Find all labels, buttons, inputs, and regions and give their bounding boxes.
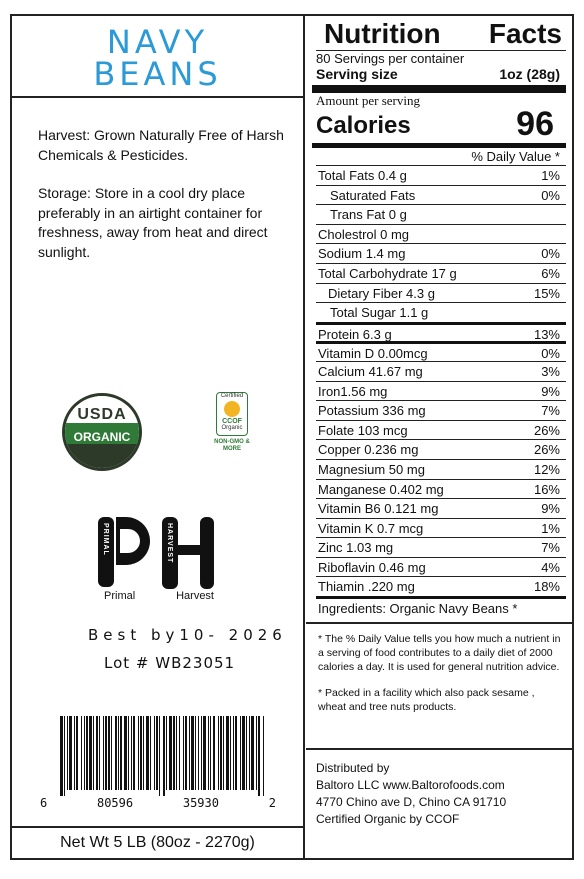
nutrient-name: Dietary Fiber 4.3 g bbox=[328, 285, 435, 301]
nutrient-row bbox=[316, 322, 566, 342]
barcode-bar bbox=[201, 716, 202, 790]
product-title-line2: BEANS bbox=[93, 55, 222, 93]
nutrient-row bbox=[316, 283, 566, 303]
allergen-note: * Packed in a facility which also pack sesame , wheat and tree nuts products. bbox=[318, 687, 535, 713]
barcode-bar bbox=[84, 716, 85, 790]
barcode-bar bbox=[258, 716, 260, 796]
ccof-seal-icon bbox=[212, 392, 252, 462]
barcode-bar bbox=[210, 716, 211, 790]
column-divider bbox=[303, 14, 305, 860]
product-title-box bbox=[12, 16, 303, 98]
nutrient-name: Vitamin D 0.00mcg bbox=[318, 346, 428, 362]
nutrient-row bbox=[316, 439, 566, 459]
servings-per-container: 80 Servings per container bbox=[316, 51, 465, 66]
nutrient-name: Saturated Fats bbox=[330, 187, 416, 203]
nutrient-row bbox=[316, 341, 566, 361]
nutrition-title-right: Facts bbox=[488, 18, 562, 49]
nutrient-name: Thiamin .220 mg bbox=[318, 579, 415, 595]
nutrient-daily-value: 7% bbox=[541, 403, 560, 419]
barcode-bar bbox=[140, 716, 142, 790]
distributor-info bbox=[306, 748, 572, 828]
nutrient-row bbox=[316, 518, 566, 538]
nutrient-name: Manganese 0.402 mg bbox=[318, 481, 444, 497]
nutrient-row bbox=[316, 420, 566, 440]
nutrient-daily-value: 18% bbox=[533, 579, 560, 595]
nutrient-daily-value: 15% bbox=[533, 285, 560, 301]
product-info bbox=[38, 126, 288, 281]
barcode-bar bbox=[226, 716, 229, 790]
barcode-bar bbox=[240, 716, 241, 790]
harvest-text: Harvest: Grown Naturally Free of Harsh Chemicals & Pesticides. bbox=[38, 127, 284, 163]
distributor-line: Baltoro LLC www.Baltorofoods.com bbox=[316, 778, 505, 792]
barcode-bar bbox=[183, 716, 184, 790]
barcode-bar bbox=[159, 716, 160, 796]
nutrient-name: Sodium 1.4 mg bbox=[318, 246, 406, 262]
nutrient-daily-value bbox=[522, 225, 560, 244]
barcode-digit-group: 6 bbox=[40, 796, 48, 810]
barcode-bar bbox=[191, 716, 194, 790]
nutrient-row bbox=[316, 185, 566, 205]
barcode-bar bbox=[103, 716, 104, 790]
barcode-bar bbox=[89, 716, 92, 790]
barcode-bar bbox=[154, 716, 155, 790]
barcode-bar bbox=[69, 716, 72, 790]
barcode-digit-group: 35930 bbox=[182, 796, 219, 810]
barcode-bar bbox=[74, 716, 75, 790]
barcode-bar bbox=[120, 716, 122, 790]
barcode-bar bbox=[156, 716, 158, 790]
barcode-bar bbox=[230, 716, 231, 790]
nutrient-rows bbox=[316, 165, 566, 596]
nutrient-row bbox=[316, 224, 566, 244]
barcode-bar bbox=[173, 716, 175, 790]
nutrient-daily-value: 26% bbox=[533, 442, 560, 458]
barcode-bar bbox=[131, 716, 132, 790]
barcode-bar bbox=[235, 716, 237, 790]
nutrient-row bbox=[316, 576, 566, 596]
barcode-bar bbox=[208, 716, 209, 790]
usda-seal-bottom-text: ORGANIC bbox=[73, 430, 131, 444]
logo-vertical-left: PRIMAL bbox=[102, 523, 109, 556]
nutrient-row bbox=[316, 302, 566, 322]
barcode-bar bbox=[118, 716, 119, 790]
barcode-bar bbox=[203, 716, 206, 790]
barcode-bar bbox=[256, 716, 257, 790]
nutrient-row bbox=[316, 204, 566, 224]
nutrient-row bbox=[316, 243, 566, 263]
barcode-bar bbox=[86, 716, 88, 790]
logo-vertical-right: HARVEST bbox=[166, 523, 173, 564]
daily-value-note: * The % Daily Value tells you how much a nutrient in a serving of food contributes to a daily diet of 2000 calories a day. It is used for general nutrition advice. bbox=[318, 633, 561, 673]
nutrient-daily-value: 7% bbox=[541, 540, 560, 556]
nutrient-daily-value: 6% bbox=[541, 265, 560, 281]
primal-harvest-logo-icon bbox=[96, 515, 216, 591]
brand-caption-left: Primal bbox=[104, 590, 136, 602]
ccof-nongmo-text: NON-GMO & MORE bbox=[214, 439, 250, 452]
nutrition-title-left: Nutrition bbox=[324, 18, 441, 49]
calories-value: 96 bbox=[516, 105, 554, 143]
barcode-digits bbox=[40, 796, 276, 810]
barcode-bar bbox=[195, 716, 196, 790]
nutrient-name: Riboflavin 0.46 mg bbox=[318, 559, 426, 575]
barcode-bar bbox=[138, 716, 139, 790]
nutrient-name: Vitamin B6 0.121 mg bbox=[318, 501, 439, 517]
nutrient-daily-value: 1% bbox=[541, 168, 560, 183]
storage-text: Storage: Store in a cool dry place preferably in an airtight container for freshness, away from heat and direct sunlight. bbox=[38, 185, 268, 260]
nutrient-name: Copper 0.236 mg bbox=[318, 442, 419, 458]
daily-value-header: % Daily Value * bbox=[471, 149, 560, 164]
ccof-sun-icon bbox=[224, 401, 240, 417]
nutrient-name: Calcium 41.67 mg bbox=[318, 363, 423, 379]
barcode-bar bbox=[169, 716, 172, 790]
barcode-bar bbox=[108, 716, 110, 790]
barcode-bar bbox=[60, 716, 63, 796]
barcode-bar bbox=[213, 716, 215, 790]
nutrient-name: Protein 6.3 g bbox=[318, 326, 392, 342]
barcode-bar bbox=[166, 716, 167, 790]
barcode-bar bbox=[150, 716, 151, 790]
nutrient-daily-value: 9% bbox=[541, 383, 560, 399]
barcode-bar bbox=[242, 716, 245, 790]
footnotes bbox=[306, 622, 572, 726]
calories-label: Calories bbox=[316, 112, 411, 139]
nutrient-name: Total Sugar 1.1 g bbox=[330, 305, 429, 321]
barcode-bar bbox=[189, 716, 190, 790]
barcode-bar bbox=[115, 716, 117, 790]
nutrient-row bbox=[316, 459, 566, 479]
brand-caption-right: Harvest bbox=[176, 590, 214, 602]
barcode-bar bbox=[223, 716, 224, 790]
nutrient-daily-value: 13% bbox=[533, 326, 560, 342]
barcode-digit-group: 80596 bbox=[96, 796, 134, 810]
barcode-bar bbox=[146, 716, 149, 790]
product-title bbox=[12, 16, 303, 93]
nutrient-name: Vitamin K 0.7 mcg bbox=[318, 520, 424, 536]
barcode-bar bbox=[111, 716, 112, 790]
nutrient-daily-value: 4% bbox=[541, 559, 560, 575]
nutrient-name: Folate 103 mcg bbox=[318, 422, 408, 438]
ccof-organic-text: Organic bbox=[221, 425, 243, 431]
nutrient-row bbox=[316, 381, 566, 401]
ccof-name-text: CCOF bbox=[222, 418, 242, 425]
nutrient-name: Potassium 336 mg bbox=[318, 403, 426, 419]
barcode-bar bbox=[220, 716, 222, 790]
nutrient-name: Iron1.56 mg bbox=[318, 383, 388, 399]
barcode-bar bbox=[81, 716, 82, 790]
nutrition-facts-panel bbox=[306, 16, 572, 619]
nutrient-name: Magnesium 50 mg bbox=[318, 461, 425, 477]
barcode-bar bbox=[198, 716, 199, 790]
usda-organic-seal-icon bbox=[62, 393, 142, 471]
nutrient-daily-value: 3% bbox=[541, 363, 560, 379]
best-by-date: Best by10- 2026 bbox=[88, 626, 287, 644]
barcode-bar bbox=[179, 716, 180, 790]
nutrient-daily-value: 12% bbox=[533, 461, 560, 477]
nutrient-row bbox=[316, 537, 566, 557]
distributor-line: Distributed by bbox=[316, 761, 390, 775]
barcode-bar bbox=[263, 716, 264, 796]
barcode-digit-group: 2 bbox=[268, 796, 276, 810]
barcode-bar bbox=[124, 716, 127, 790]
lot-number: Lot # WB23051 bbox=[104, 654, 236, 672]
nutrient-name: Zinc 1.03 mg bbox=[318, 540, 394, 556]
serving-size bbox=[306, 66, 572, 83]
barcode-bar bbox=[233, 716, 234, 790]
barcode-bar bbox=[163, 716, 165, 796]
nutrient-row bbox=[316, 263, 566, 283]
nutrient-row bbox=[316, 479, 566, 499]
barcode-icon bbox=[58, 716, 268, 796]
nutrient-daily-value bbox=[522, 303, 560, 322]
serving-size-label: Serving size bbox=[316, 66, 398, 82]
barcode-bar bbox=[105, 716, 107, 790]
barcode-bar bbox=[251, 716, 254, 790]
nutrient-row bbox=[316, 557, 566, 577]
nutrient-daily-value: 16% bbox=[533, 481, 560, 497]
barcode-bar bbox=[76, 716, 78, 790]
distributor-line: 4770 Chino ave D, Chino CA 91710 bbox=[316, 795, 507, 809]
barcode-bar bbox=[246, 716, 247, 790]
barcode-bar bbox=[64, 716, 65, 796]
distributor-line: Certified Organic by CCOF bbox=[316, 812, 460, 826]
nutrient-daily-value bbox=[522, 205, 560, 224]
net-weight: Net Wt 5 LB (80oz - 2270g) bbox=[12, 826, 303, 858]
nutrient-daily-value: 0% bbox=[541, 246, 560, 262]
barcode-bar bbox=[99, 716, 100, 790]
barcode-bar bbox=[249, 716, 250, 790]
nutrient-row bbox=[316, 361, 566, 381]
nutrient-name: Total Carbohydrate 17 g bbox=[318, 265, 457, 281]
nutrient-name: Trans Fat 0 g bbox=[330, 207, 407, 223]
barcode-bar bbox=[133, 716, 135, 790]
usda-seal-top-text: USDA bbox=[77, 406, 127, 423]
nutrient-daily-value: 9% bbox=[541, 501, 560, 517]
nutrient-name: Total Fats 0.4 g bbox=[318, 168, 407, 183]
barcode-bar bbox=[96, 716, 98, 790]
ccof-certified-text: Certified bbox=[220, 393, 244, 399]
nutrient-daily-value: 26% bbox=[533, 422, 560, 438]
ingredients: Ingredients: Organic Navy Beans * bbox=[316, 596, 566, 619]
serving-size-value: 1oz (28g) bbox=[499, 66, 560, 82]
barcode-bar bbox=[185, 716, 187, 790]
nutrient-name: Cholestrol 0 mg bbox=[318, 226, 410, 242]
product-title-line1: NAVY bbox=[106, 23, 209, 61]
nutrient-row bbox=[316, 400, 566, 420]
brand-caption bbox=[104, 590, 214, 602]
nutrition-facts-title bbox=[306, 16, 572, 50]
calories-row bbox=[306, 105, 572, 143]
nutrient-daily-value: 0% bbox=[541, 346, 560, 362]
barcode-bar bbox=[93, 716, 94, 790]
barcode-bar bbox=[143, 716, 144, 790]
nutrient-row bbox=[316, 165, 566, 185]
barcode-bar bbox=[67, 716, 68, 790]
nutrient-daily-value: 0% bbox=[541, 187, 560, 203]
nutrient-daily-value: 1% bbox=[541, 520, 560, 536]
barcode-bar bbox=[176, 716, 177, 790]
amount-per-serving: Amount per serving bbox=[316, 93, 420, 108]
barcode-bar bbox=[218, 716, 219, 790]
barcode-bar bbox=[128, 716, 129, 790]
nutrient-row bbox=[316, 498, 566, 518]
